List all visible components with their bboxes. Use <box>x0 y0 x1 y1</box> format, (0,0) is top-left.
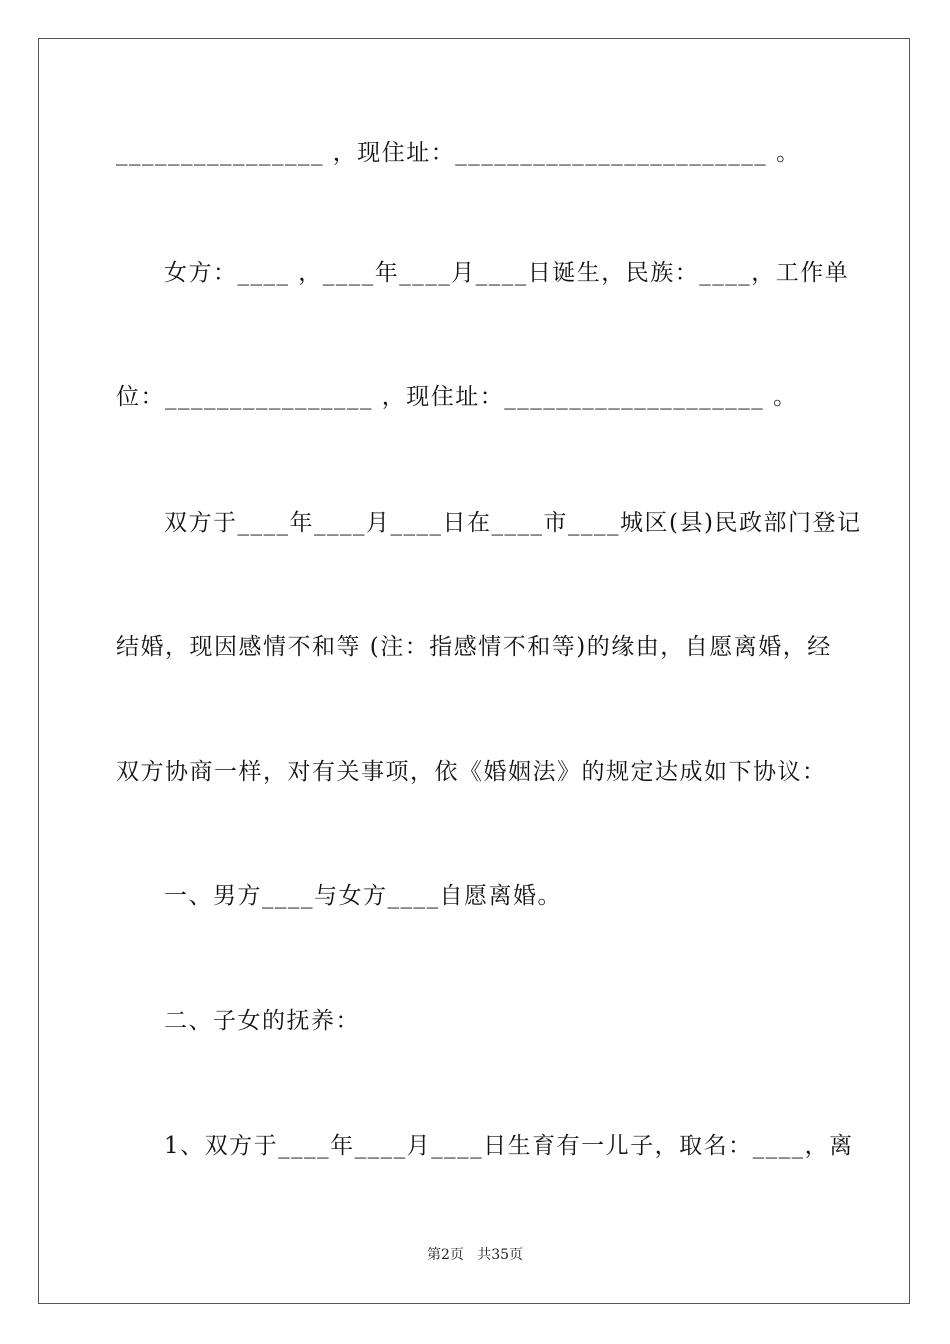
paragraph-line-9: 1、双方于____年____月____日生育有一儿子，取名：____，离 <box>164 1133 854 1159</box>
paragraph-line-8: 二、子女的抚养： <box>164 1008 360 1034</box>
paragraph-line-7: 一、男方____与女方____自愿离婚。 <box>164 883 562 909</box>
paragraph-line-1: ________________ ，现住址：________________________ 。 <box>116 140 801 166</box>
paragraph-line-6: 双方协商一样，对有关事项，依《婚姻法》的规定达成如下协议： <box>116 759 827 785</box>
paragraph-line-5: 结婚，现因感情不和等 (注：指感情不和等)的缘由，自愿离婚，经 <box>116 634 832 660</box>
page-number-footer: 第2页 共35页 <box>426 1247 524 1263</box>
paragraph-line-2: 女方：____ ，____年____月____日诞生，民族：____，工作单 <box>164 260 850 286</box>
page-border <box>38 38 910 1304</box>
paragraph-line-3: 位：________________ ，现住址：____________________ 。 <box>116 384 798 410</box>
paragraph-line-4: 双方于____年____月____日在____市____城区(县)民政部门登记 <box>164 510 862 536</box>
